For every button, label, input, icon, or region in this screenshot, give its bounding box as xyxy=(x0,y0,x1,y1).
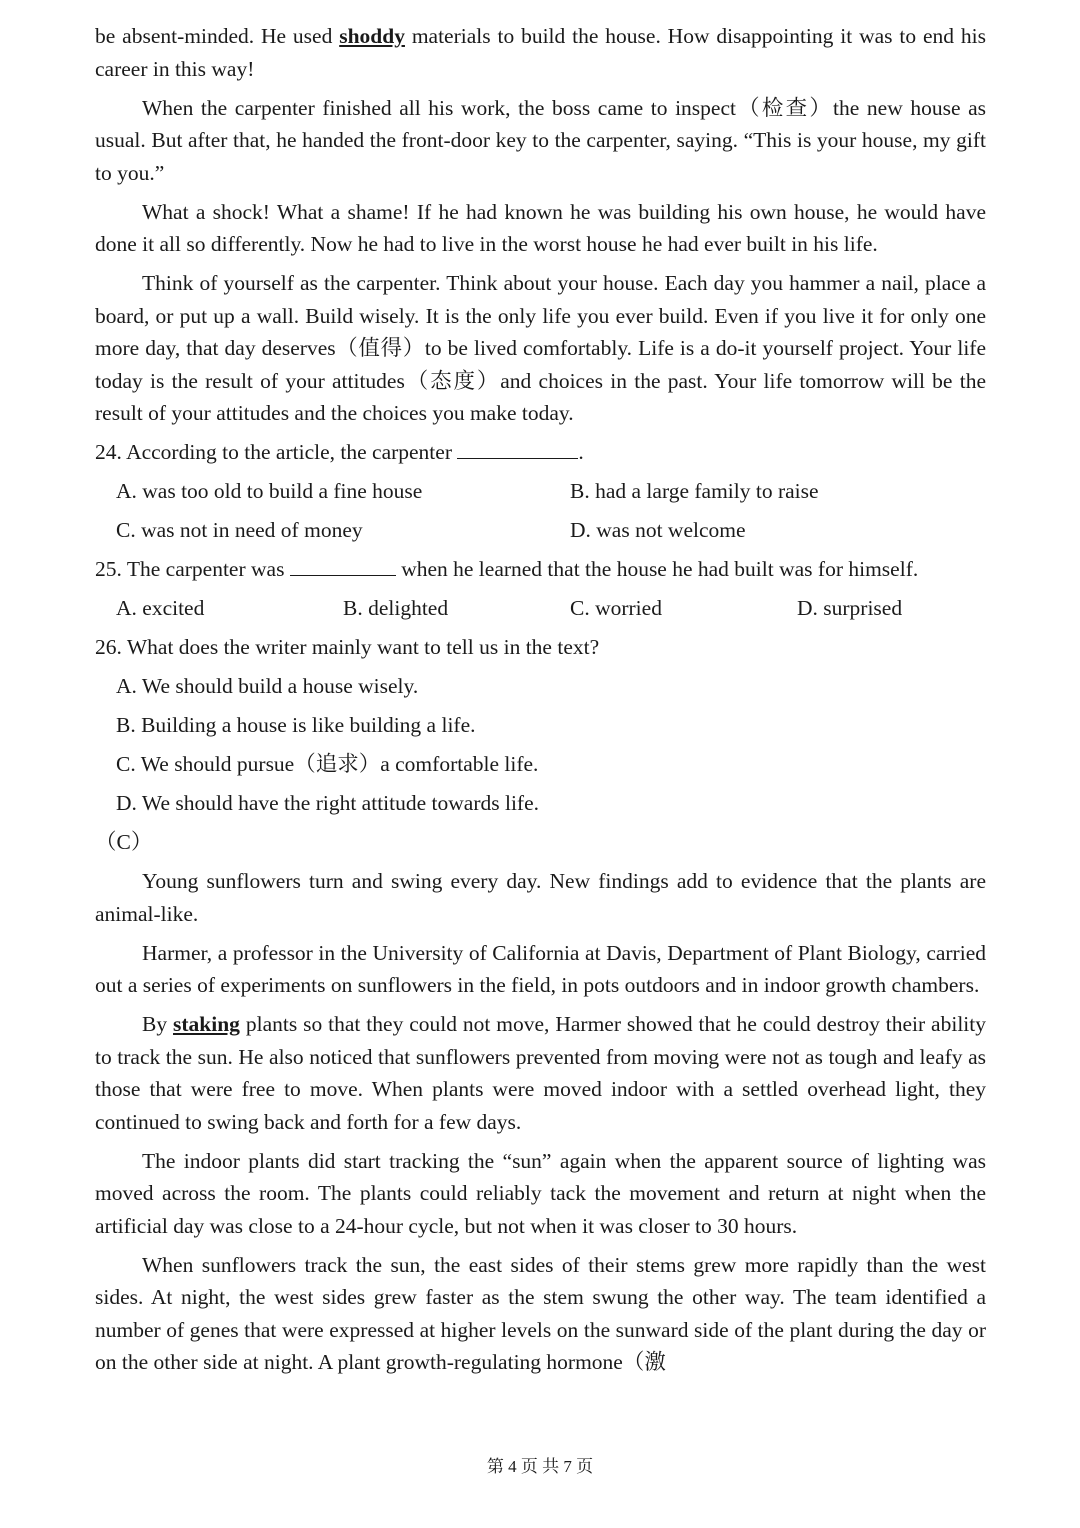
option-b: B. Building a house is like building a life. xyxy=(116,713,476,737)
question-24-options xyxy=(116,475,986,508)
paragraph-indoor-tracking: The indoor plants did start tracking the “sun” again when the apparent source of lighting was moved across the room. The plants could reliably tack the movement and return at night when the artificial day was close to a 24-hour cycle, but not when it was closer to 30 hours. xyxy=(95,1148,986,1238)
option-c: C. We should pursue（追求）a comfortable life. xyxy=(116,752,539,776)
answer-blank xyxy=(290,553,396,576)
paragraph-inspection: When the carpenter finished all his work, the boss came to inspect（检查）the new house as usual. But after that, he handed the front-door key to the carpenter, saying. “This is your house, my gift to you.” xyxy=(95,95,986,185)
option-a: A. was too old to build a fine house xyxy=(116,479,423,503)
question-26-stem: 26. What does the writer mainly want to tell us in the text? xyxy=(95,635,600,659)
intro-text-start: be absent-minded. He used xyxy=(95,24,340,48)
page-footer: 第 4 页 共 7 页 xyxy=(486,1457,594,1476)
option-d: D. was not welcome xyxy=(570,518,746,542)
intro-text-end: materials to build the house. How disappointing it was to end his career in this way! xyxy=(95,24,986,81)
option-d: D. surprised xyxy=(797,596,903,620)
question-24-stem: 24. According to the article, the carpenter . xyxy=(95,436,986,469)
exam-page xyxy=(95,20,986,1385)
paragraph-shock: What a shock! What a shame! If he had known he was building his own house, he would have done it all so differently. Now he had to live in the worst house he had ever built in his life. xyxy=(95,199,986,256)
section-heading-c: （C） xyxy=(95,830,153,854)
option-a: A. We should build a house wisely. xyxy=(116,674,419,698)
question-24-options-2 xyxy=(116,514,986,547)
option-b: B. delighted xyxy=(343,596,449,620)
paragraph-think: Think of yourself as the carpenter. Think about your house. Each day you hammer a nail, place a board, or put up a wall. Build wisely. It is the only life you ever build. Even if you live it for only one more day, that day deserves（值得）to be lived comfortably. Life is a do-it yourself project. Your life today is the result of your attitudes（态度）and choices in the past. Your life tomorrow will be the result of your attitudes and the choices you make today. xyxy=(95,271,986,425)
option-b: B. had a large family to raise xyxy=(570,479,819,503)
answer-blank xyxy=(457,436,578,459)
option-d: D. We should have the right attitude towards life. xyxy=(116,791,539,815)
paragraph-harmer: Harmer, a professor in the University of California at Davis, Department of Plant Biology, carried out a series of experiments on sunflowers in the field, in pots outdoors and in indoor growth chambers. xyxy=(95,940,986,997)
paragraph-sunflowers-intro: Young sunflowers turn and swing every day. New findings add to evidence that the plants are animal-like. xyxy=(95,869,986,926)
option-c: C. was not in need of money xyxy=(116,518,363,542)
paragraph-stem-growth: When sunflowers track the sun, the east sides of their stems grew more rapidly than the west sides. At night, the west sides grew faster as the stem swung the other way. The team identified a number of genes that were expressed at higher levels on the sunward side of the plant during the day or on the other side at night. A plant growth-regulating hormone（激 xyxy=(95,1252,986,1374)
option-c: C. worried xyxy=(570,596,662,620)
question-25-options xyxy=(116,592,986,625)
paragraph-staking: By staking plants so that they could not move, Harmer showed that he could destroy their ability to track the sun. He also noticed that sunflowers prevented from moving were not as tough and leafy as those that were free to move. When plants were moved indoor with a settled overhead light, they continued to swing back and forth for a few days. xyxy=(95,1012,986,1134)
question-25-stem: 25. The carpenter was when he learned that the house he had built was for himself. xyxy=(95,553,986,586)
intro-paragraph xyxy=(95,20,986,85)
highlighted-word-shoddy: shoddy xyxy=(339,24,405,48)
option-a: A. excited xyxy=(116,596,205,620)
highlighted-word-staking: staking xyxy=(173,1012,240,1036)
